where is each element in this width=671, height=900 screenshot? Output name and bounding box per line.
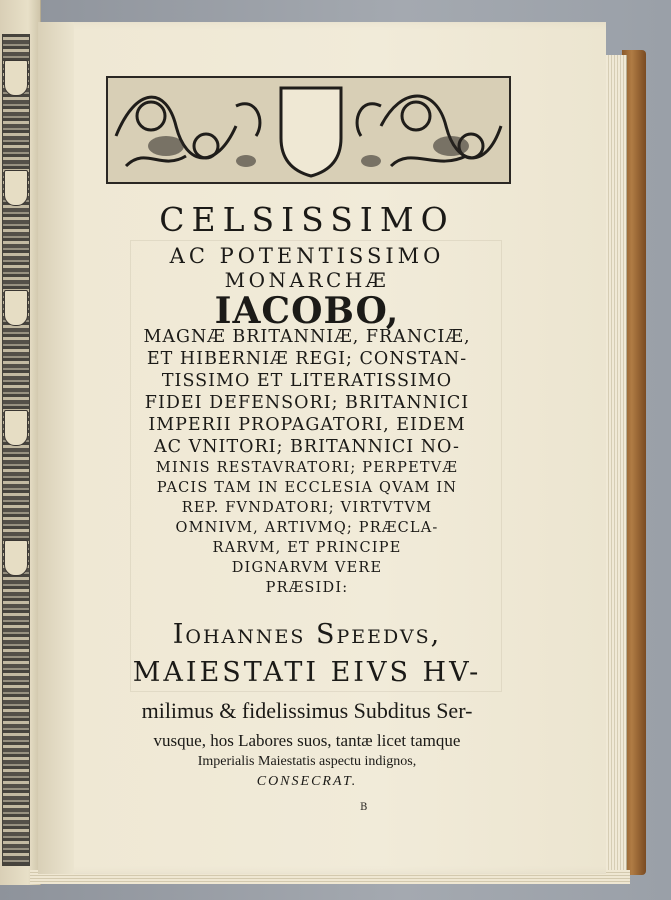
- dedication-line: PRÆSIDI:: [265, 580, 349, 596]
- dedication-line: RARVM, ET PRINCIPE: [212, 540, 402, 556]
- title-iacobo: IACOBO,: [214, 290, 400, 332]
- author-name: Iohannes Speedvs,: [172, 619, 442, 650]
- consecration-line: vusque, hos Labores suos, tantæ licet tamque: [153, 731, 461, 750]
- dedication-line: OMNIVM, ARTIVMQ; PRÆCLA-: [175, 520, 439, 536]
- heraldic-shield-icon: [4, 290, 28, 326]
- left-facing-page: [0, 0, 41, 885]
- dedication-line: DIGNARVM VERE: [231, 560, 383, 576]
- dedication-line: AC VNITORI; BRITANNICI NO-: [154, 437, 460, 457]
- decorative-border: [2, 34, 30, 866]
- consecration-line: Imperialis Maiestatis aspectu indignos,: [197, 754, 417, 769]
- heraldic-shield-icon: [4, 60, 28, 96]
- title-ac-potentissimo: AC POTENTISSIMO: [169, 244, 445, 268]
- heraldic-shield-icon: [4, 170, 28, 206]
- dedication-line: ET HIBERNIÆ REGI; CONSTAN-: [146, 349, 468, 369]
- dedication-line: IMPERII PROPAGATORI, EIDEM: [148, 415, 466, 435]
- heraldic-shield-icon: [4, 410, 28, 446]
- signature-mark: B: [360, 802, 368, 813]
- dedication-line: PACIS TAM IN ECCLESIA QVAM IN: [156, 480, 458, 496]
- dedication-text: [106, 326, 508, 598]
- heraldic-shield-icon: [4, 540, 28, 576]
- consecration-text: [106, 694, 508, 793]
- title-monarchae: MONARCHÆ: [224, 268, 390, 292]
- ornamental-headpiece: [106, 76, 511, 184]
- dedication-line: TISSIMO ET LITERATISSIMO: [161, 371, 453, 391]
- page-gutter: [38, 22, 74, 874]
- title-celsissimo: CELSISSIMO: [159, 200, 455, 239]
- dedication-line: FIDEI DEFENSORI; BRITANNICI: [144, 393, 470, 413]
- author-maiestati: MAIESTATI EIVS HV-: [132, 657, 482, 688]
- dedication-line: REP. FVNDATORI; VIRTVTVM: [181, 500, 433, 516]
- consecrat-word: CONSECRAT.: [256, 774, 358, 789]
- dedication-line: MAGNÆ BRITANNIÆ, FRANCIÆ,: [143, 327, 471, 347]
- consecration-line: milimus & fidelissimus Subditus Ser-: [141, 698, 473, 723]
- dedication-line: MINIS RESTAVRATORI; PERPETVÆ: [155, 460, 459, 476]
